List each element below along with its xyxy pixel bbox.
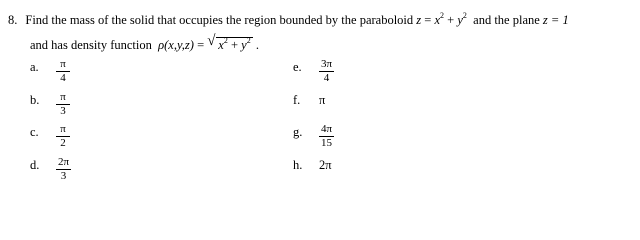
plus-sign: + xyxy=(447,13,455,27)
exponent: 2 xyxy=(223,36,228,45)
choice-a xyxy=(30,60,70,84)
choice-g xyxy=(293,125,334,149)
choice-letter: e. xyxy=(293,60,302,74)
denominator: 4 xyxy=(60,72,66,84)
choice-value: π xyxy=(319,93,326,107)
exponent: 2 xyxy=(462,11,467,20)
choice-fraction xyxy=(319,59,334,84)
plane-equation: z = 1 xyxy=(542,13,569,27)
choice-letter: c. xyxy=(30,125,39,139)
paraboloid-x: x xyxy=(434,13,441,27)
density-y: y xyxy=(241,38,247,52)
question-line-2 xyxy=(30,33,259,52)
question-number: 8. xyxy=(8,13,18,27)
density-text: and has density function xyxy=(30,38,152,52)
paraboloid-z: z xyxy=(416,13,422,27)
choice-fraction xyxy=(319,124,334,149)
numerator: 2π xyxy=(58,156,70,168)
question-text: Find the mass of the solid that occupies the region bounded by the paraboloid xyxy=(25,13,414,27)
denominator: 4 xyxy=(323,72,330,84)
exponent: 2 xyxy=(440,11,445,20)
choice-letter: d. xyxy=(30,158,40,172)
denominator: 2 xyxy=(60,137,66,149)
choice-f xyxy=(293,93,325,107)
choice-d xyxy=(30,158,71,182)
question-line-1 xyxy=(8,13,569,27)
plane-text: and the plane xyxy=(473,13,540,27)
plus-sign: + xyxy=(230,38,239,52)
radicand xyxy=(216,37,252,52)
denominator: 3 xyxy=(60,105,66,117)
square-root xyxy=(207,33,252,52)
choice-fraction xyxy=(56,92,70,117)
numerator: 3π xyxy=(321,58,333,70)
choice-fraction xyxy=(56,124,70,149)
exponent: 2 xyxy=(246,36,251,45)
equals-sign: = xyxy=(197,38,205,52)
choice-b xyxy=(30,93,70,117)
choice-letter: b. xyxy=(30,93,40,107)
choice-value: 2π xyxy=(319,158,332,172)
numerator: π xyxy=(56,59,70,72)
paraboloid-y: y xyxy=(457,13,463,27)
choice-e xyxy=(293,60,334,84)
choice-h xyxy=(293,158,332,172)
density-function: ρ(x,y,z) xyxy=(158,38,194,52)
equals-sign: = xyxy=(424,13,432,27)
density-x: x xyxy=(218,38,224,52)
numerator: 4π xyxy=(321,123,333,135)
denominator: 3 xyxy=(60,170,67,182)
choice-letter: g. xyxy=(293,125,303,139)
choice-letter: h. xyxy=(293,158,303,172)
radical-sign-icon: √ xyxy=(207,33,216,49)
choice-fraction xyxy=(56,157,71,182)
choice-letter: f. xyxy=(293,93,301,107)
choice-fraction xyxy=(56,59,70,84)
numerator: π xyxy=(56,124,70,137)
numerator: π xyxy=(56,92,70,105)
period: . xyxy=(255,38,259,52)
choice-c xyxy=(30,125,70,149)
choice-letter: a. xyxy=(30,60,39,74)
denominator: 15 xyxy=(321,137,333,149)
